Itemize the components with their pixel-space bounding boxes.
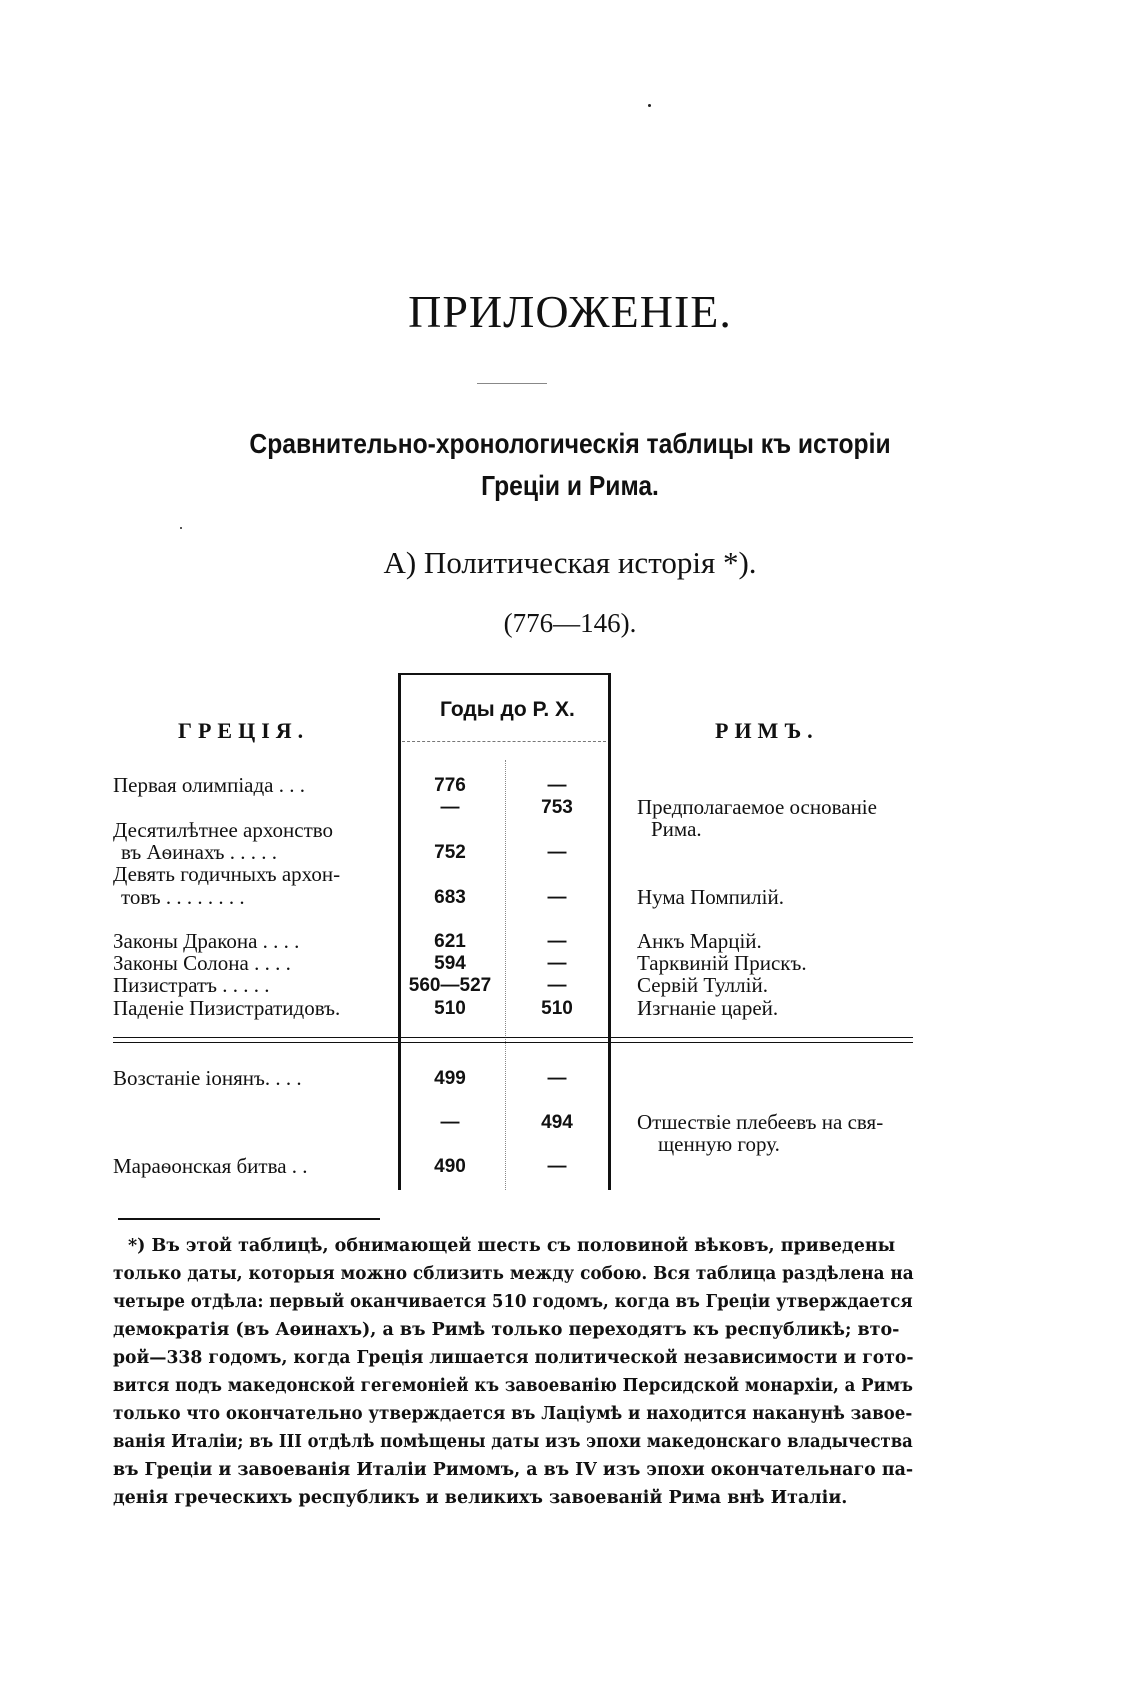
table-cell-year-greece: — (440, 797, 460, 818)
table-cell-year-greece: — (440, 1112, 460, 1133)
table-cell-year-rome: — (547, 775, 567, 796)
title-divider (477, 383, 547, 384)
years-header-divider (402, 741, 606, 742)
column-header-years: Годы до Р. Х. (440, 698, 575, 721)
table-cell-year-greece: 621 (434, 931, 466, 952)
column-header-greece: ГРЕЦІЯ. (178, 718, 310, 743)
table-cell-greece: Первая олимпіада . . . (113, 773, 305, 797)
table-cell-greece: Пизистратъ . . . . . (113, 973, 270, 997)
table-cell-greece: Возстаніе іонянъ. . . . (113, 1066, 302, 1090)
table-cell-year-rome: — (547, 1156, 567, 1177)
years-box-left (398, 673, 401, 1190)
table-cell-year-rome: — (547, 953, 567, 974)
footnote-divider (118, 1218, 380, 1220)
table-cell-year-greece: 560—527 (408, 975, 492, 996)
years-box-right (608, 673, 611, 1190)
table-cell-year-greece: 594 (434, 953, 466, 974)
table-cell-rome: Изгнаніе царей. (637, 996, 779, 1020)
table-cell-year-rome: — (547, 887, 567, 908)
table-cell-rome: Рима. (651, 817, 702, 841)
table-cell-rome: Анкъ Марцій. (637, 929, 762, 953)
table-cell-greece: Паденіе Пизистратидовъ. (113, 996, 341, 1020)
speck (648, 104, 651, 107)
table-cell-year-greece: 683 (434, 887, 466, 908)
footnote-line: вится подъ македонской гегемоніей къ завоеванію Персидской монархіи, а Римъ (113, 1376, 913, 1396)
table-cell-greece: Законы Солона . . . . (113, 951, 291, 975)
footnote-line: рой—338 годомъ, когда Греція лишается политической независимости и гото- (113, 1348, 914, 1368)
table-cell-year-rome: — (547, 975, 567, 996)
table-cell-year-rome: 510 (541, 998, 573, 1019)
period-range: (776—146). (503, 608, 637, 638)
table-cell-year-greece: 752 (434, 842, 466, 863)
table-cell-year-rome: 494 (541, 1112, 573, 1133)
footnote-line: только даты, которыя можно сблизить между собою. Вся таблица раздѣлена на (113, 1264, 914, 1284)
section-separator (113, 1042, 913, 1043)
column-header-rome: РИМЪ. (715, 718, 819, 743)
page-title: ПРИЛОЖЕНІЕ. (408, 286, 732, 337)
table-cell-rome: щенную гору. (658, 1132, 780, 1156)
footnote-line: денія греческихъ республикъ и великихъ завоеваній Рима внѣ Италіи. (113, 1488, 848, 1508)
footnote-line: четыре отдѣла: первый оканчивается 510 годомъ, когда въ Греціи утверждается (113, 1292, 913, 1312)
section-heading: А) Политическая исторія *). (383, 545, 757, 580)
table-cell-year-rome: 753 (541, 797, 573, 818)
table-cell-year-rome: — (547, 931, 567, 952)
table-cell-greece: товъ . . . . . . . . (121, 885, 245, 909)
footnote-line: демократія (въ Аѳинахъ), а въ Римѣ только переходятъ къ республикѣ; вто- (113, 1320, 900, 1340)
table-cell-year-greece: 499 (434, 1068, 466, 1089)
table-cell-year-greece: 510 (434, 998, 466, 1019)
subtitle-line-1: Сравнительно-хронологическія таблицы къ исторіи (249, 428, 891, 459)
subtitle-line-2: Греціи и Рима. (481, 470, 659, 501)
table-cell-greece: Девять годичныхъ архон- (113, 862, 341, 886)
footnote-line: ванія Италіи; въ III отдѣлѣ помѣщены даты изъ эпохи македонскаго владычества (113, 1432, 913, 1452)
table-cell-greece: въ Аѳинахъ . . . . . (121, 840, 278, 864)
table-cell-rome: Отшествіе плебеевъ на свя- (637, 1110, 884, 1134)
years-box-top (398, 673, 610, 675)
footnote-line: *) Въ этой таблицѣ, обнимающей шесть съ половиной вѣковъ, приведены (128, 1236, 896, 1256)
table-cell-year-rome: — (547, 842, 567, 863)
table-cell-rome: Предполагаемое основаніе (637, 795, 877, 819)
footnote-line: только что окончательно утверждается въ Лаціумѣ и находится наканунѣ завое- (113, 1404, 913, 1424)
footnote-line: въ Греціи и завоеванія Италіи Римомъ, а въ IV изъ эпохи окончательнаго па- (113, 1460, 914, 1480)
table-cell-rome: Тарквиній Прискъ. (637, 951, 807, 975)
table-cell-rome: Сервій Туллій. (637, 973, 768, 997)
table-cell-year-greece: 776 (434, 775, 466, 796)
table-cell-greece: Мараѳонская битва . . (113, 1154, 308, 1178)
table-cell-greece: Десятилѣтнее архонство (113, 818, 334, 842)
years-column-divider (505, 760, 506, 1190)
speck (180, 527, 182, 529)
table-cell-rome: Нума Помпилій. (637, 885, 784, 909)
table-cell-year-greece: 490 (434, 1156, 466, 1177)
table-cell-greece: Законы Дракона . . . . (113, 929, 300, 953)
section-separator (113, 1037, 913, 1038)
table-cell-year-rome: — (547, 1068, 567, 1089)
